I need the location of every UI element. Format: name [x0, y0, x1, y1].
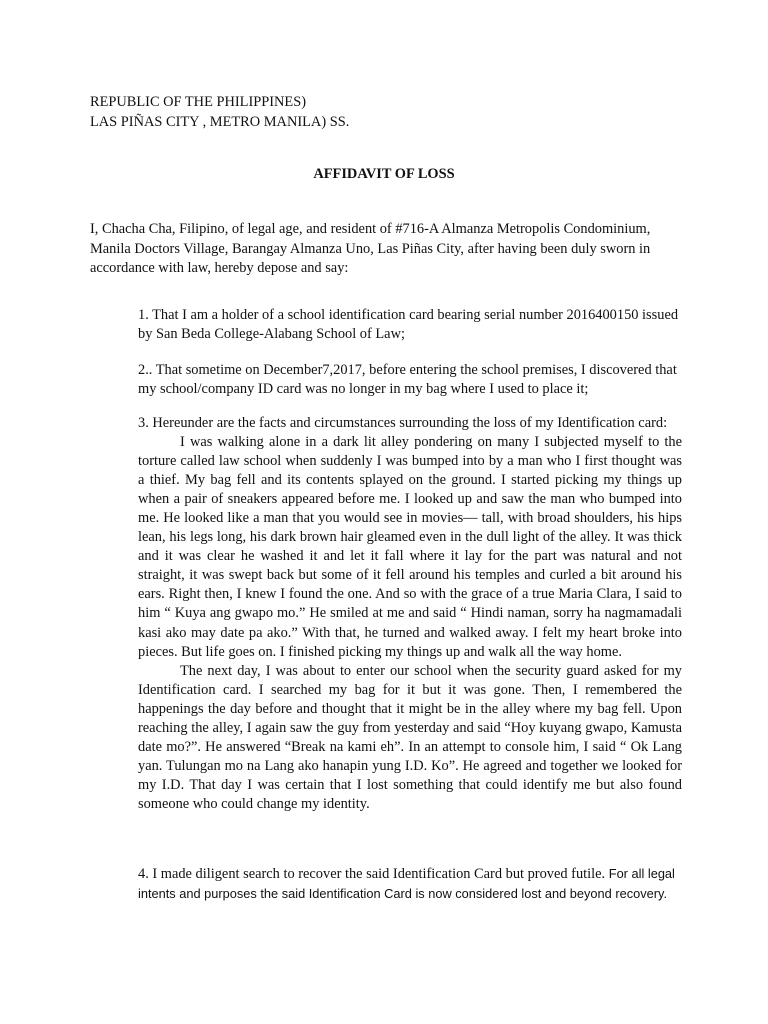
item-4-lost-declaration: For all legal intents and purposes the said Identification Card is now considered lost and beyond recovery.: [138, 866, 675, 901]
caption-city: LAS PIÑAS CITY , METRO MANILA) SS.: [90, 114, 350, 130]
item-4-diligent-search: [138, 864, 682, 904]
venue-caption: [90, 92, 590, 132]
item-2-discovery-statement: 2.. That sometime on December7,2017, before entering the school premises, I discovered that my school/company ID card was no longer in my bag where I used to place it;: [138, 362, 677, 397]
item-3-heading: 3. Hereunder are the facts and circumstances surrounding the loss of my Identification card:: [138, 415, 668, 431]
caption-republic: REPUBLIC OF THE PHILIPPINES): [90, 94, 307, 110]
item-3-circumstances: [138, 414, 682, 814]
item-3-narrative-paragraph: I was walking alone in a dark lit alley pondering on many I subjected myself to the torture called law school when suddenly I was bumped into by a man who I first thought was a thief. My bag fell and its contents splayed on the ground. I started picking my things up when a pair of sneakers appeared before me. I looked up and saw the man who bumped into me. He looked like a man that you would see in movies— tall, with broad shoulders, his hips lean, his legs long, his dark brown hair gleamed even in the dull light of the alley. It was thick and it was clear he washed it and let it fall where it lay for the part was natural and not straight, it was swept back but some of it fell around his temples and curled a bit around his ears. Right then, I knew I found the one. And so with the grace of a true Maria Clara, I said to him “ Kuya ang gwapo mo.” He smiled at me and said “ Hindi naman, sorry ha nagmamadali kasi ako may date pa ako.” With that, he turned and walked away. I felt my heart broke into pieces. But life goes on. I finished picking my things up and walk all the way home.: [138, 434, 682, 660]
affiant-intro: I, Chacha Cha, Filipino, of legal age, and resident of #716-A Almanza Metropolis Condominium, Manila Doctors Village, Barangay Almanza Uno, Las Piñas City, after having been duly sworn in accordance with law, hereby depose and say:: [90, 221, 651, 276]
item-1-holder-statement: 1. That I am a holder of a school identification card bearing serial number 2016400150 issued by San Beda College-Alabang School of Law;: [138, 307, 679, 342]
item-4-search-text: 4. I made diligent search to recover the said Identification Card but proved futile.: [138, 866, 606, 882]
item-3-narrative-paragraph: The next day, I was about to enter our school when the security guard asked for my Identification card. I searched my bag for it but it was gone. Then, I remembered the happenings the day before and thought that it might be in the alley where my bag fell. Upon reaching the alley, I again saw the guy from yesterday and said “Hoy kuyang gwapo, Kamusta date mo?”. He answered “Break na kami eh”. In an attempt to console him, I said “ Ok Lang yan. Tulungan mo na Lang ako hanapin yung I.D. Ko”. He agreed and together we looked for my I.D. That day I was certain that I lost something that could identify me but also found someone who could change my identity.: [138, 662, 682, 812]
document-title: AFFIDAVIT OF LOSS: [313, 166, 455, 182]
